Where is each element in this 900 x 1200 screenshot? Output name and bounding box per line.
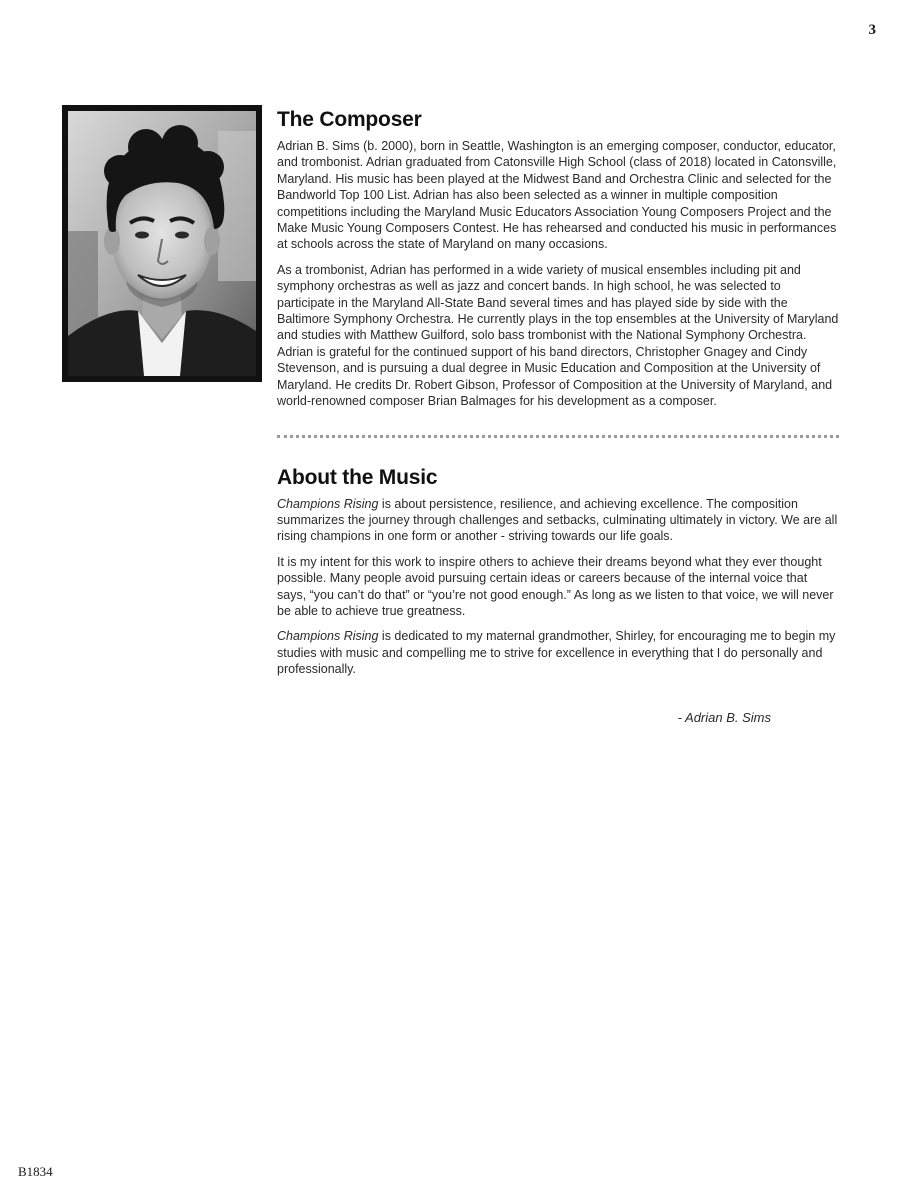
work-title: Champions Rising	[277, 629, 379, 644]
about-music-paragraph-2: It is my intent for this work to inspire others to achieve their dreams beyond what they ever thought possible. Many people avoid pursuing certain ideas or careers because of the internal voice that says, “you can’t do that” or “you’re not good enough.” As long as we listen to that voice, we will never be able to achieve true greatness.	[277, 554, 834, 618]
composer-bio-paragraph-1: Adrian B. Sims (b. 2000), born in Seattle, Washington is an emerging composer, conductor, educator, and trombonist. Adrian graduated from Catonsville High School (class of 2018) located in Catonsville, Maryland. His music has been played at the Midwest Band and Orchestra Clinic and selected for the Bandworld Top 100 List. Adrian has also been selected as a winner in multiple composition competitions including the Maryland Music Educators Association Young Composers Project and the Make Music Young Composers Contest. He has rehearsed and conducted his music in performances at schools across the state of Maryland on many occasions.	[277, 139, 837, 252]
signature: - Adrian B. Sims	[677, 709, 771, 725]
section-divider	[277, 435, 839, 438]
composer-section	[277, 108, 839, 410]
work-title: Champions Rising	[277, 496, 379, 511]
about-music-paragraph-1	[277, 496, 839, 545]
paragraph-text: is dedicated to my maternal grandmother, Shirley, for encouraging me to begin my studies with music and compelling me to strive for excellence in everything that I do personally and professionally.	[277, 629, 836, 677]
composer-heading: The Composer	[277, 108, 422, 131]
about-music-paragraph-3	[277, 628, 839, 677]
main-content	[277, 108, 839, 725]
paragraph-text: is about persistence, resilience, and achieving excellence. The composition summarizes the journey through challenges and setbacks, culminating ultimately in victory. We are all rising champions in one form or another - striving towards our life goals.	[277, 496, 838, 544]
about-music-section	[277, 466, 839, 725]
page-number: 3	[868, 22, 876, 38]
about-music-heading: About the Music	[277, 465, 438, 489]
composer-photo	[62, 105, 262, 382]
composer-bio-paragraph-2: As a trombonist, Adrian has performed in a wide variety of musical ensembles including pit and symphony orchestras as well as jazz and concert bands. In high school, he was selected to participate in the Maryland All-State Band several times and has played side by side with the Baltimore Symphony Orchestra. He currently plays in the top ensembles at the University of Maryland and studies with Matthew Guilford, solo bass trombonist with the National Symphony Orchestra. Adrian is grateful for the continued support of his band directors, Christopher Gnagey and Cindy Stevenson, and is pursuing a dual degree in Music Education and Composition at the University of Maryland. He credits Dr. Robert Gibson, Professor of Composition at the University of Maryland, and world-renowned composer Brian Balmages for his development as a composer.	[277, 262, 839, 409]
portrait-photo-icon	[68, 111, 256, 376]
catalog-code: B1834	[18, 1164, 53, 1179]
